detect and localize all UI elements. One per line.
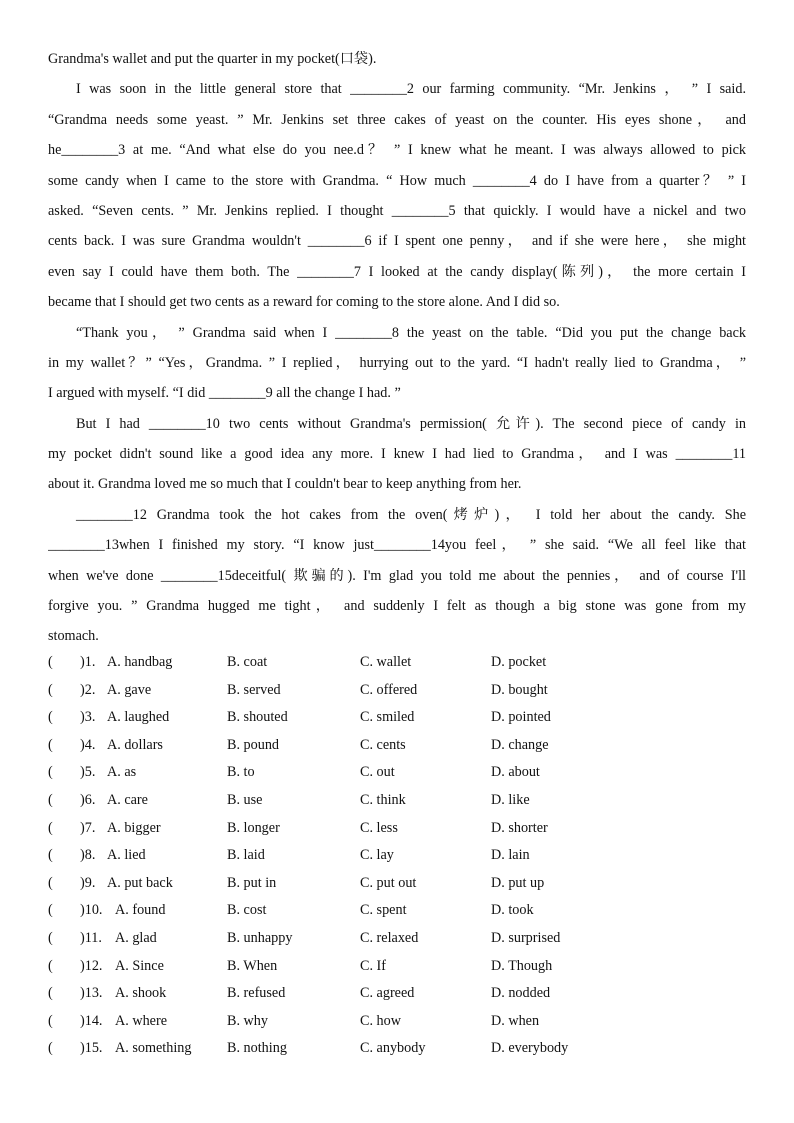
cloze-passage — [48, 44, 746, 652]
question-row — [48, 677, 748, 705]
option-a: A. put back — [107, 874, 173, 891]
option-b: B. coat — [227, 654, 268, 670]
option-d: D. nodded — [491, 985, 551, 1002]
option-d: D. shorter — [491, 819, 548, 836]
passage-line: in my wallet？” “Yes，Grandma. ” I replied， hurrying out to the yard. “I hadn't really lied to Grandma， ” — [48, 354, 746, 371]
option-a: A. dollars — [107, 736, 163, 753]
answer-paren[interactable]: ( — [48, 1040, 53, 1057]
question-number: )14. — [80, 1012, 103, 1029]
option-b: B. nothing — [227, 1040, 287, 1057]
answer-paren[interactable]: ( — [48, 1012, 53, 1029]
option-c: C. how — [360, 1012, 401, 1029]
option-d: D. everybody — [491, 1040, 569, 1057]
option-b: B. longer — [227, 819, 280, 836]
passage-line: “Grandma needs some yeast. ” Mr. Jenkins set three cakes of yeast on the counter. His eyes shone， and — [48, 111, 746, 128]
option-c: C. If — [360, 957, 387, 974]
passage-line: asked. “Seven cents. ” Mr. Jenkins replied. I thought ________5 that quickly. I would have a nickel and two — [48, 202, 746, 219]
question-number: )2. — [80, 681, 96, 698]
question-number: )9. — [80, 874, 96, 891]
option-c: C. lay — [360, 847, 394, 864]
passage-line: became that I should get two cents as a reward for coming to the store alone. And I did so. — [48, 294, 560, 311]
question-row — [48, 787, 748, 815]
option-d: D. about — [491, 764, 540, 781]
passage-line: about it. Grandma loved me so much that I couldn't bear to keep anything from her. — [48, 476, 522, 493]
option-a: A. found — [115, 902, 166, 919]
option-d: D. put up — [491, 874, 545, 891]
question-number: )1. — [80, 654, 96, 670]
question-number: )4. — [80, 736, 96, 753]
option-c: C. less — [360, 819, 398, 836]
answer-paren[interactable]: ( — [48, 819, 53, 836]
question-number: )6. — [80, 791, 96, 808]
passage-line: I argued with myself. “I did ________9 all the change I had. ” — [48, 385, 401, 402]
question-row — [48, 870, 748, 898]
option-b: B. why — [227, 1012, 268, 1029]
question-number: )12. — [80, 957, 103, 974]
option-b: B. pound — [227, 736, 280, 753]
answer-paren[interactable]: ( — [48, 902, 53, 919]
question-row — [48, 980, 748, 1008]
option-c: C. agreed — [360, 985, 415, 1002]
option-b: B. refused — [227, 985, 286, 1002]
passage-line: ________12 Grandma took the hot cakes from the oven(烤炉)， I told her about the candy. She — [76, 506, 746, 523]
question-list — [48, 649, 748, 1063]
option-a: A. gave — [107, 681, 152, 698]
option-c: C. put out — [360, 874, 417, 891]
question-row — [48, 649, 748, 677]
question-number: )13. — [80, 985, 103, 1002]
answer-paren[interactable]: ( — [48, 957, 53, 974]
option-b: B. to — [227, 764, 255, 781]
question-row — [48, 925, 748, 953]
passage-line: some candy when I came to the store with Grandma. “ How much ________4 do I have from a quarter？ ” I — [48, 172, 746, 189]
option-b: B. When — [227, 957, 278, 974]
question-row — [48, 842, 748, 870]
question-row — [48, 1035, 748, 1063]
question-row — [48, 815, 748, 843]
option-a: A. laughed — [107, 709, 170, 726]
question-row — [48, 732, 748, 760]
option-b: B. use — [227, 791, 263, 808]
answer-paren[interactable]: ( — [48, 847, 53, 864]
passage-line: when we've done ________15deceitful( 欺骗的). I'm glad you told me about the pennies， and of course I'll — [48, 567, 746, 584]
passage-line: even say I could have them both. The ________7 I looked at the candy display(陈列)， the more certain I — [48, 263, 746, 280]
answer-paren[interactable]: ( — [48, 681, 53, 698]
option-c: C. anybody — [360, 1040, 426, 1057]
option-c: C. smiled — [360, 709, 415, 726]
passage-line: But I had ________10 two cents without Grandma's permission( 允许). The second piece of candy in — [76, 415, 746, 432]
option-c: C. out — [360, 764, 395, 781]
passage-line: forgive you. ” Grandma hugged me tight， and suddenly I felt as though a big stone was gone from my — [48, 598, 746, 615]
question-row — [48, 704, 748, 732]
option-b: B. cost — [227, 902, 267, 919]
passage-line: my pocket didn't sound like a good idea any more. I knew I had lied to Grandma， and I was ________11 — [48, 446, 746, 463]
option-c: C. spent — [360, 902, 407, 919]
question-row — [48, 897, 748, 925]
option-b: B. laid — [227, 847, 265, 864]
option-b: B. shouted — [227, 709, 288, 726]
question-number: )11. — [80, 929, 102, 946]
option-d: D. when — [491, 1012, 540, 1029]
question-number: )15. — [80, 1040, 103, 1057]
passage-line: cents back. I was sure Grandma wouldn't ________6 if I spent one penny， and if she were here， she might — [48, 233, 746, 250]
answer-paren[interactable]: ( — [48, 791, 53, 808]
answer-paren[interactable]: ( — [48, 929, 53, 946]
passage-line: he________3 at me. “And what else do you nee.d？ ” I knew what he meant. I was always allowed to pick — [48, 142, 746, 159]
answer-paren[interactable]: ( — [48, 985, 53, 1002]
option-a: A. glad — [115, 929, 157, 946]
option-c: C. cents — [360, 736, 406, 753]
question-number: )8. — [80, 847, 96, 864]
option-c: C. think — [360, 791, 406, 808]
option-c: C. wallet — [360, 654, 412, 670]
question-number: )10. — [80, 902, 103, 919]
answer-paren[interactable]: ( — [48, 654, 53, 670]
option-d: D. pointed — [491, 709, 551, 726]
option-d: D. pocket — [491, 654, 547, 670]
option-d: D. lain — [491, 847, 530, 864]
answer-paren[interactable]: ( — [48, 764, 53, 781]
option-d: D. Though — [491, 957, 553, 974]
option-a: A. Since — [115, 957, 164, 974]
option-d: D. change — [491, 736, 549, 753]
passage-line: ________13when I finished my story. “I know just________14you feel， ” she said. “We all feel like that — [48, 537, 746, 554]
passage-line: Grandma's wallet and put the quarter in my pocket(口袋). — [48, 51, 377, 67]
passage-line: I was soon in the little general store that ________2 our farming community. “Mr. Jenkins ， ” I said. — [76, 81, 746, 98]
option-b: B. served — [227, 681, 281, 698]
option-a: A. care — [107, 791, 148, 808]
option-d: D. like — [491, 791, 530, 808]
question-row — [48, 759, 748, 787]
option-c: C. relaxed — [360, 929, 419, 946]
question-row — [48, 1008, 748, 1036]
answer-paren[interactable]: ( — [48, 874, 53, 891]
option-d: D. took — [491, 902, 534, 919]
option-a: A. something — [115, 1040, 192, 1057]
option-c: C. offered — [360, 681, 418, 698]
option-d: D. bought — [491, 681, 548, 698]
option-a: A. handbag — [107, 654, 173, 670]
question-number: )5. — [80, 764, 96, 781]
answer-paren[interactable]: ( — [48, 709, 53, 726]
option-a: A. lied — [107, 847, 146, 864]
answer-paren[interactable]: ( — [48, 736, 53, 753]
option-d: D. surprised — [491, 929, 561, 946]
option-a: A. as — [107, 764, 137, 781]
option-a: A. bigger — [107, 819, 161, 836]
option-a: A. where — [115, 1012, 167, 1029]
option-a: A. shook — [115, 985, 167, 1002]
question-number: )7. — [80, 819, 96, 836]
option-b: B. unhappy — [227, 929, 293, 946]
passage-line: stomach. — [48, 628, 99, 645]
question-number: )3. — [80, 709, 96, 726]
passage-line: “Thank you， ” Grandma said when I ________8 the yeast on the table. “Did you put the change back — [76, 324, 746, 341]
option-b: B. put in — [227, 874, 277, 891]
question-row — [48, 953, 748, 981]
